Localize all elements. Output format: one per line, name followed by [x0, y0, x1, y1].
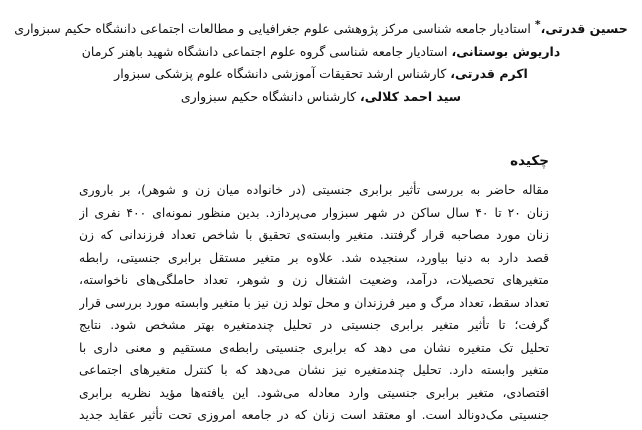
author-line-3	[0, 63, 642, 86]
author-name: حسین قدرتی،	[540, 21, 628, 36]
author-affiliation: کارشناس دانشگاه حکیم سبزواری	[180, 88, 357, 104]
author-name: داریوش بوستانی،	[451, 43, 561, 59]
abstract-line: گرفت؛ تا تأثیر متغیر برابری جنسیتی در تحلیل چندمتغیره بهتر مشخص شود. نتایج	[79, 318, 549, 332]
author-list	[0, 18, 642, 108]
abstract-line: تعداد سقط، تعداد مرگ و میر فرزندان و محل تولد زن نیز با متغیر وابسته مورد بررسی قرار	[79, 295, 549, 310]
author-line-2	[0, 41, 642, 64]
abstract-line: زنان ۲۰ تا ۴۰ سال ساکن در شهر سبزوار می‌پردازد. بدین منظور نمونه‌ای ۴۰۰ نفری از	[79, 205, 549, 220]
author-affiliation: استادیار جامعه شناسی مرکز پژوهشی علوم جغرافیایی و مطالعات اجتماعی دانشگاه حکیم سبزواری	[14, 21, 531, 36]
author-line-4	[0, 86, 642, 109]
author-affiliation: کارشناس ارشد تحقیقات آموزشی دانشگاه علوم پزشکی سبزوار	[114, 66, 447, 81]
author-name: سید احمد کلالی،	[360, 88, 462, 104]
abstract-line: مقاله حاضر به بررسی تأثیر برابری جنسیتی (در خانواده میان زن و شوهر)، بر باروری	[79, 183, 549, 197]
corresponding-author-marker: *	[534, 17, 541, 31]
abstract-heading: چکیده	[510, 153, 549, 169]
abstract-line: زنان مورد مصاحبه قرار گرفتند. متغیر وابسته‌ی تحقیق با شاخص تعداد فرزندانی که زن	[79, 228, 549, 242]
abstract-line: اقتصادی، متغیر برابری جنسیتی وارد معادله می‌شود. این یافته‌ها مؤید نظریه برابری	[79, 385, 549, 400]
author-line-1	[0, 18, 642, 41]
abstract-body	[79, 179, 549, 427]
author-affiliation: استادیار جامعه شناسی گروه علوم اجتماعی دانشگاه شهید باهنر کرمان	[81, 43, 448, 59]
abstract-line: متغیر وابسته دارد. تحلیل چندمتغیره نیز نشان می‌دهد که با کنترل متغیرهای اجتماعی	[79, 363, 549, 377]
abstract-line: تحلیل تک متغیره نشان می دهد که برابری جنسیتی رابطه‌ی مستقیم و معنی داری با	[79, 340, 549, 355]
abstract-line: قصد دارد به دنیا بیاورد، سنجیده شد. علاوه بر متغیر مستقل برابری جنسیتی، رابطه	[79, 250, 549, 265]
abstract-line: جنسیتی مک‌دونالد است. او معتقد است زنان که در جامعه امروزی تحت تأثیر عقاید جدید	[79, 408, 549, 422]
abstract-line: متغیرهای تحصیلات، درآمد، وضعیت اشتغال زن و شوهر، تعداد حاملگی‌های ناخواسته،	[79, 273, 549, 287]
author-name: اکرم قدرتی،	[450, 66, 528, 81]
